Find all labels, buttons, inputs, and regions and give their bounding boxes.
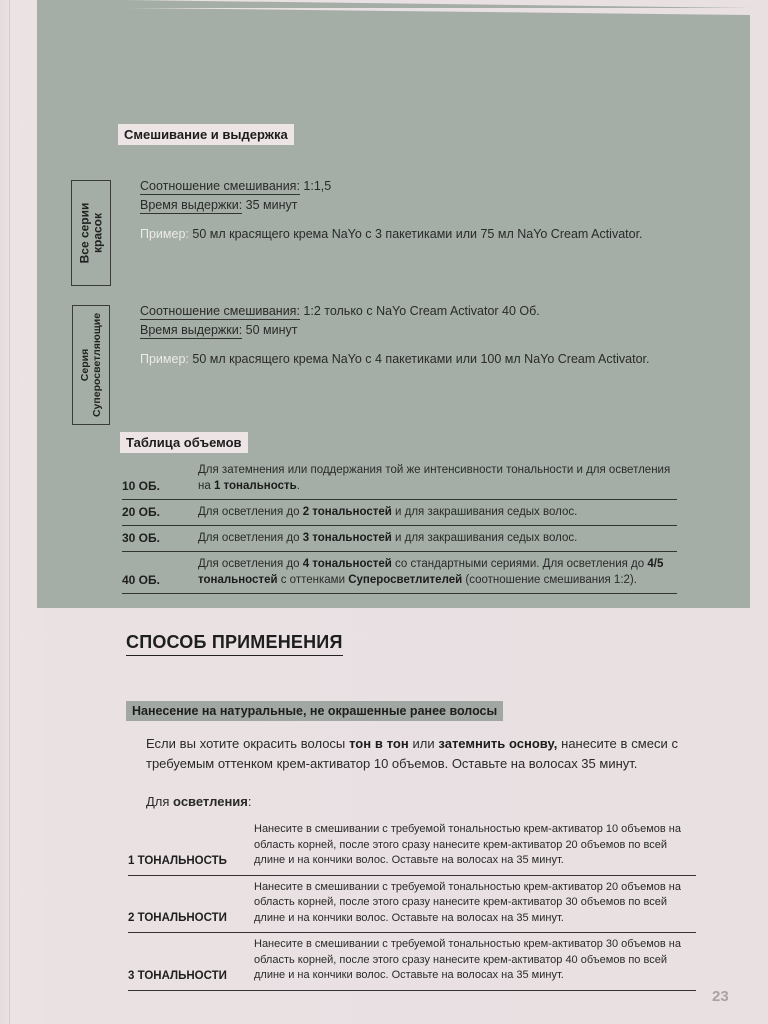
bold-part: 2 тональностей bbox=[302, 506, 392, 518]
tone-key: 3 ТОНАЛЬНОСТИ bbox=[128, 969, 227, 982]
ratio-line bbox=[140, 304, 680, 318]
bold-part: 4/5 тональностей bbox=[198, 558, 664, 586]
tone-description: Нанесите в смешивании с требуемой тональностью крем-активатор 30 объемов на область корней, после этого сразу нанесите крем-активатор 40 объемов по всей длине и на кончики волос. Оставьте на волосах на 35 минут. bbox=[254, 938, 681, 981]
ratio-value: 1:1,5 bbox=[299, 179, 332, 193]
time-value: 50 минут bbox=[242, 323, 298, 337]
text-part: . bbox=[296, 480, 300, 492]
ratio-label: Соотношение смешивания: bbox=[140, 304, 300, 318]
text-part: Если вы хотите окрасить волосы bbox=[146, 736, 350, 751]
example-text bbox=[140, 349, 680, 369]
text-part: : bbox=[247, 794, 252, 809]
bold-part: 4 тональностей bbox=[302, 558, 392, 570]
volume-key: 40 ОБ. bbox=[122, 573, 160, 587]
time-label: Время выдержки: bbox=[140, 323, 243, 337]
table-row bbox=[122, 552, 677, 594]
ratio-value: 1:2 только с NaYo Cream Activator 40 Об. bbox=[299, 304, 540, 318]
table-row bbox=[122, 458, 677, 500]
example-body: 50 мл красящего крема NaYo с 3 пакетиками или 75 мл NaYo Cream Activator. bbox=[188, 227, 643, 241]
side-label-line: Суперосветляющие bbox=[91, 312, 104, 418]
side-label-all-series bbox=[71, 180, 111, 286]
volume-key: 30 ОБ. bbox=[122, 531, 160, 545]
side-label-line: Серия bbox=[79, 348, 92, 382]
example-label: Пример: bbox=[140, 227, 189, 241]
bold-part: тон в тон bbox=[349, 736, 409, 751]
volume-description bbox=[198, 462, 677, 494]
side-label-superlightening bbox=[72, 305, 110, 425]
ratio-line bbox=[140, 179, 680, 193]
bold-part: Суперосветлителей bbox=[348, 574, 463, 586]
page-number: 23 bbox=[712, 988, 729, 1005]
volume-description bbox=[198, 504, 677, 520]
text-part: Для затемнения или поддержания той же интенсивности тональности и для осветления на bbox=[198, 464, 671, 492]
intro-paragraph bbox=[146, 734, 678, 774]
mixing-section-title: Смешивание и выдержка bbox=[118, 124, 294, 145]
natural-hair-subtitle: Нанесение на натуральные, не окрашенные ранее волосы bbox=[126, 701, 503, 721]
time-line bbox=[140, 198, 680, 212]
volumes-table-title: Таблица объемов bbox=[120, 432, 248, 453]
example-body: 50 мл красящего крема NaYo с 4 пакетиками или 100 мл NaYo Cream Activator. bbox=[188, 352, 650, 366]
text-part: Для осветления до bbox=[198, 506, 303, 518]
text-part: или bbox=[408, 736, 439, 751]
example-label: Пример: bbox=[140, 352, 189, 366]
tone-description: Нанесите в смешивании с требуемой тональностью крем-активатор 10 объемов на область корней, после этого сразу нанесите крем-активатор 20 объемов по всей длине и на кончики волос. Оставьте на волосах на 35 минут. bbox=[254, 823, 681, 866]
text-part: со стандартными сериями. Для осветления до bbox=[391, 558, 648, 570]
text-part: нанесите в смеси с требуемым оттенком крем-активатор 10 объемов. Оставьте на волосах 35 минут. bbox=[146, 736, 679, 771]
text-part: (соотношение смешивания 1:2). bbox=[462, 574, 637, 586]
volume-key: 10 ОБ. bbox=[122, 479, 160, 493]
text-part: и для закрашивания седых волос. bbox=[391, 532, 578, 544]
example-text bbox=[140, 224, 680, 244]
volume-key: 20 ОБ. bbox=[122, 505, 160, 519]
table-row bbox=[128, 820, 696, 876]
table-row bbox=[122, 526, 677, 552]
lightening-label bbox=[146, 794, 252, 809]
tone-description: Нанесите в смешивании с требуемой тональностью крем-активатор 20 объемов на область корней, после этого сразу нанесите крем-активатор 30 объемов по всей длине и на кончики волос. Оставьте на волосах на 35 минут. bbox=[254, 880, 681, 924]
panel-top-edge bbox=[37, 0, 750, 8]
mixing-all-series-block bbox=[140, 179, 680, 244]
table-row bbox=[122, 500, 677, 526]
time-value: 35 минут bbox=[242, 198, 298, 212]
bold-part: затемнить основу, bbox=[438, 736, 558, 751]
text-part: Для осветления до bbox=[198, 532, 303, 544]
volume-description bbox=[198, 556, 677, 588]
lightening-tones-table bbox=[128, 820, 696, 993]
mixing-superlightening-block bbox=[140, 304, 680, 369]
time-line bbox=[140, 323, 680, 337]
application-section-title: СПОСОБ ПРИМЕНЕНИЯ bbox=[126, 632, 343, 656]
text-part: Для bbox=[146, 794, 174, 809]
text-part: с оттенками bbox=[277, 574, 349, 586]
tone-key: 1 ТОНАЛЬНОСТЬ bbox=[128, 854, 227, 867]
time-label: Время выдержки: bbox=[140, 198, 243, 212]
side-label-line: красок bbox=[90, 212, 104, 254]
bold-part: 3 тональностей bbox=[302, 532, 392, 544]
volumes-table bbox=[122, 458, 677, 594]
text-part: Для осветления до bbox=[198, 558, 303, 570]
tone-key: 2 ТОНАЛЬНОСТИ bbox=[128, 912, 227, 924]
text-part: и для закрашивания седых волос. bbox=[391, 506, 578, 518]
side-label-line: Все серии bbox=[77, 202, 91, 264]
table-row bbox=[128, 878, 696, 934]
page-fold-line bbox=[9, 0, 10, 1024]
table-row bbox=[128, 935, 696, 991]
bold-part: осветления bbox=[173, 794, 248, 809]
bold-part: 1 тональность bbox=[213, 480, 297, 492]
ratio-label: Соотношение смешивания: bbox=[140, 179, 300, 193]
volume-description bbox=[198, 530, 677, 546]
